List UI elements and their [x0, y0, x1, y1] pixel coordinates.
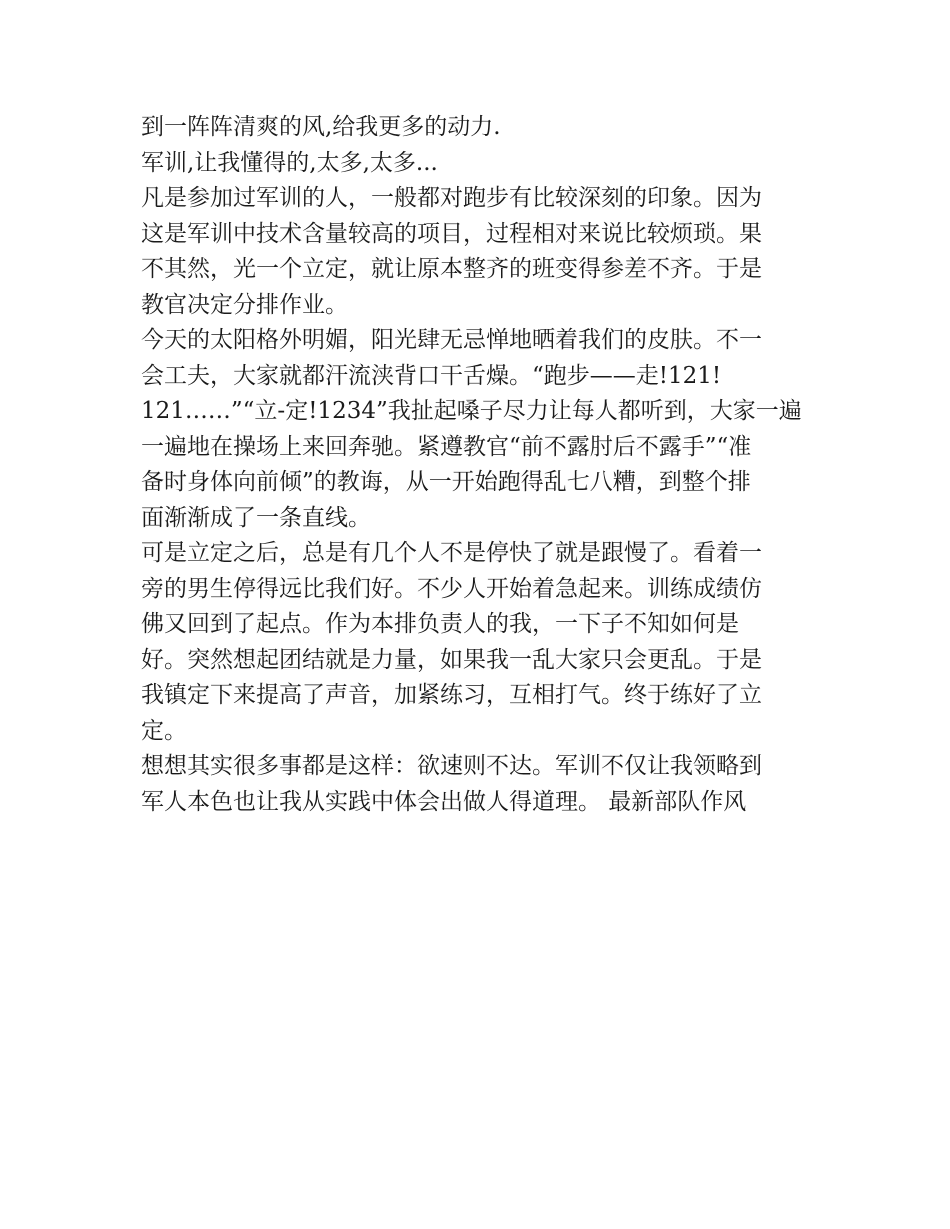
text-line: 我镇定下来提高了声音，加紧练习，互相打气。终于练好了立 — [141, 682, 762, 708]
text-line: 121……”“立-定!1234”我扯起嗓子尽力让每人都听到，大家一遍 — [141, 398, 802, 424]
text-line: 凡是参加过军训的人，一般都对跑步有比较深刻的印象。因为 — [141, 185, 762, 211]
text-line: 旁的男生停得远比我们好。不少人开始着急起来。训练成绩仿 — [141, 575, 762, 602]
text-line: 不其然，光一个立定，就让原本整齐的班变得参差不齐。于是 — [141, 256, 762, 282]
text-line: 教官决定分排作业。 — [141, 291, 348, 318]
text-line: 想想其实很多事都是这样：欲速则不达。军训不仅让我领略到 — [141, 753, 762, 779]
document-body — [141, 110, 821, 820]
text-line: 军训,让我懂得的,太多,太多... — [141, 149, 438, 176]
text-line: 备时身体向前倾”的教诲，从一开始跑得乱七八糟，到整个排 — [141, 469, 751, 495]
text-line: 面渐渐成了一条直线。 — [141, 504, 371, 531]
text-line: 定。 — [141, 717, 187, 744]
text-line: 军人本色也让我从实践中体会出做人得道理。 最新部队作风 — [141, 788, 747, 815]
text-line: 到一阵阵清爽的风,给我更多的动力. — [141, 114, 501, 140]
text-line: 可是立定之后，总是有几个人不是停快了就是跟慢了。看着一 — [141, 540, 762, 566]
text-line: 好。突然想起团结就是力量，如果我一乱大家只会更乱。于是 — [141, 646, 762, 673]
text-line: 佛又回到了起点。作为本排负责人的我，一下子不知如何是 — [141, 611, 739, 637]
text-line: 这是军训中技术含量较高的项目，过程相对来说比较烦琐。果 — [141, 220, 762, 247]
text-line: 今天的太阳格外明媚，阳光肆无忌惮地晒着我们的皮肤。不一 — [141, 327, 762, 353]
text-line: 一遍地在操场上来回奔驰。紧遵教官“前不露肘后不露手”“准 — [141, 433, 752, 460]
text-line: 会工夫，大家就都汗流浃背口干舌燥。“跑步——走!121! — [141, 362, 722, 389]
